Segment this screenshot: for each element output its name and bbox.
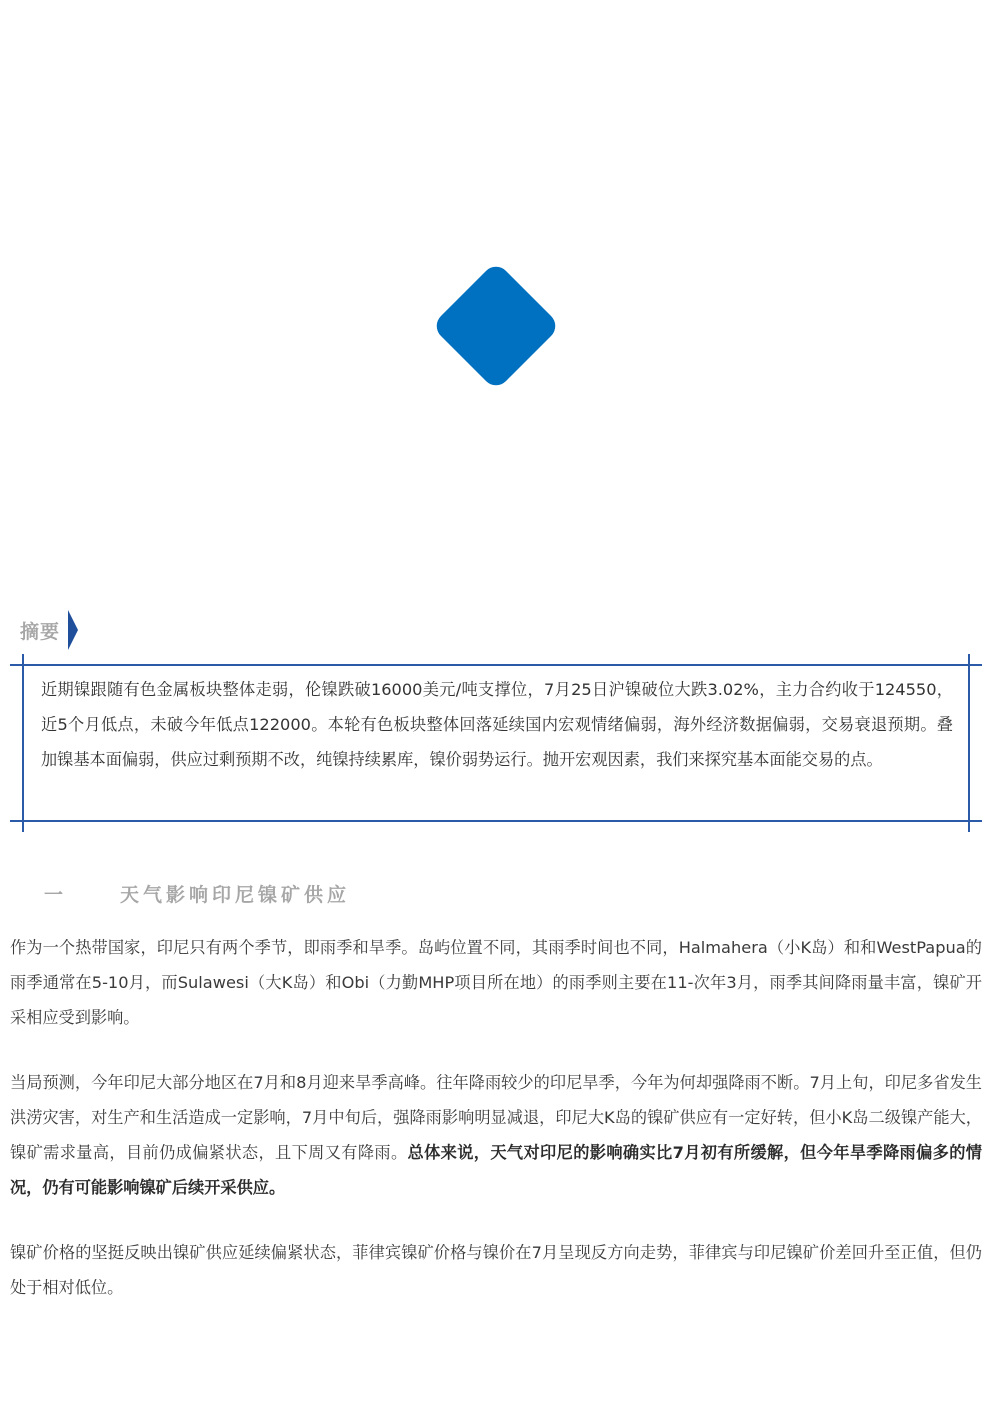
summary-text: 近期镍跟随有色金属板块整体走弱，伦镍跌破16000美元/吨支撑位，7月25日沪镍破位大跌3.02%，主力合约收于124550，近5个月低点，未破今年低点122000。本轮有色板块整体回落延续国内宏观情绪偏弱，海外经济数据偏弱，交易衰退预期。叠加镍基本面偏弱，供应过剩预期不改，纯镍持续累库，镍价弱势运行。抛开宏观因素，我们来探究基本面能交易的点。 [41, 680, 953, 769]
section-title-text: 天气影响印尼镍矿供应 [120, 883, 351, 906]
summary-box-right-border [968, 654, 970, 832]
chevron-right-icon [68, 610, 78, 650]
section-title [44, 876, 350, 910]
summary-heading-label: 摘要 [20, 620, 61, 643]
paragraph-2-text: 当局预测，今年印尼大部分地区在7月和8月迎来旱季高峰。往年降雨较少的印尼旱季，今年为何却强降雨不断。7月上旬，印尼多省发生洪涝灾害，对生产和生活造成一定影响，7月中旬后，强降雨影响明显减退，印尼大K岛的镍矿供应有一定好转，但小K岛二级镍产能大，镍矿需求量高，目前仍成偏紧状态，且下周又有降雨。 [10, 1073, 982, 1162]
section-number: 一 [44, 883, 66, 906]
paragraph-3: 镍矿价格的坚挺反映出镍矿供应延续偏紧状态，菲律宾镍矿价格与镍价在7月呈现反方向走势，菲律宾与印尼镍矿价差回升至正值，但仍处于相对低位。 [10, 1243, 982, 1297]
summary-box-top-border [10, 664, 982, 666]
summary-box-left-border [22, 654, 24, 832]
paragraph-2-emphasis: 总体来说，天气对印尼的影响确实比7月初有所缓解，但今年旱季降雨偏多的情况，仍有可能影响镍矿后续开采供应。 [10, 1143, 982, 1197]
paragraph-1: 作为一个热带国家，印尼只有两个季节，即雨季和旱季。岛屿位置不同，其雨季时间也不同，Halmahera（小K岛）和和WestPapua的雨季通常在5-10月，而Sulawesi（大K岛）和Obi（力勤MHP项目所在地）的雨季则主要在11-次年3月，雨季其间降雨量丰富，镍矿开采相应受到影响。 [10, 938, 982, 1027]
diamond-logo-icon [424, 254, 568, 398]
summary-box-bottom-border [10, 820, 982, 822]
summary-heading [20, 610, 78, 650]
paragraph-2 [10, 1065, 982, 1205]
